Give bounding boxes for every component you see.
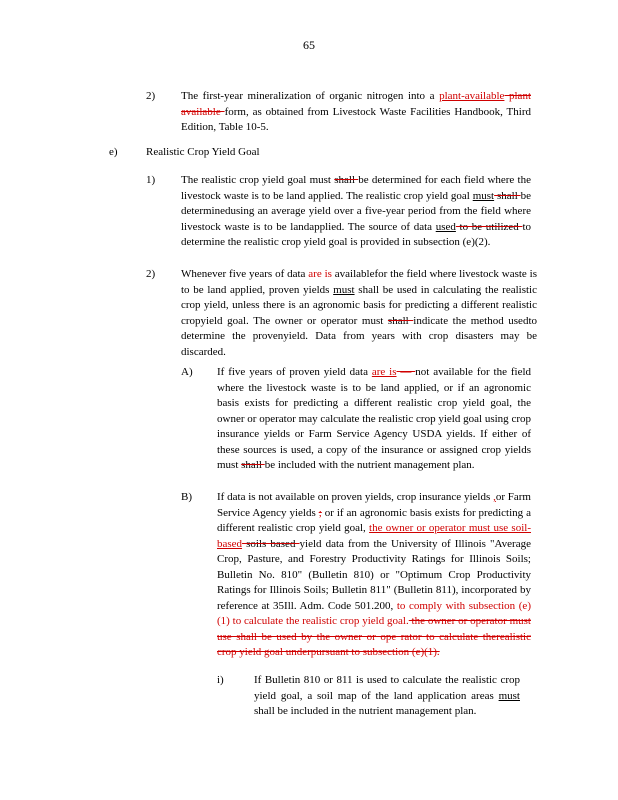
underlined-text: must xyxy=(498,689,520,702)
deleted-text: soils based xyxy=(242,537,300,550)
text-run: The realistic crop yield goal must xyxy=(181,174,335,186)
text-run: If data is not available on proven yields, crop insurance yields xyxy=(217,491,494,503)
deleted-text: — xyxy=(396,366,416,378)
text-run: yield data from the University of Illinois "Average Crop, Pasture, and Forestry Productivity Ratings for Illinois Soils; Bulletin No. 810" (Bulletin 810) or "Optimum Crop Productivity Ratings for Illinois Soils; Bulletin 811" (Bulletin 811), incorporated by reference at 35Ill. Adm. Code 501.200, xyxy=(217,537,531,612)
inserted-text: are is xyxy=(308,268,332,280)
paragraph-insurance-yields xyxy=(196,365,531,474)
text-run: or if an agronomic basis exists for predicting a different realistic crop yield goal, xyxy=(217,506,531,534)
paragraph-mineralization xyxy=(181,89,531,136)
deleted-text: shall xyxy=(334,174,359,186)
deleted-text: the owner or operator must use shall be used by the owner or ope rator to calculate therealistic crop yield goal underpursuant to subsection (e)(1). xyxy=(217,615,531,658)
paragraph-soil-based-yields xyxy=(217,490,531,661)
inserted-text: are is xyxy=(371,366,397,378)
indented-block xyxy=(230,673,520,720)
text-run: If Bulletin 810 or 811 is used to calculate the realistic crop yield goal, a soil map of the land application areas xyxy=(254,674,520,702)
text-run: not available for the field where the livestock waste is to be land applied, or if an agronomic basis exists for predicting a different realistic crop yield goal, the owner or operator may calculate the realistic crop yield goal using crop insurance yields or Farm Service Agency USDA yields. If either of these sources is used, a copy of the insurance or assigned crop yields must xyxy=(217,366,532,471)
subitem-label: A) xyxy=(181,366,193,378)
deleted-text: shall xyxy=(241,459,265,471)
inserted-text: plant-available xyxy=(439,90,505,102)
deleted-text: ; xyxy=(318,506,322,519)
paragraph-yield-goal xyxy=(181,173,531,251)
section-title: Realistic Crop Yield Goal xyxy=(146,146,260,158)
indented-block xyxy=(196,365,531,474)
item-number: 2) xyxy=(146,90,156,102)
text-run: or Farm Service Agency yields xyxy=(217,491,531,519)
inserted-text: to comply with subsection (e)(1) to calculate the realistic crop yield goal. xyxy=(217,599,531,627)
deleted-text: shall xyxy=(387,314,414,327)
text-run: indicate the method usedto determine the provenyield. Data from years with crop disasters may be discarded. xyxy=(181,314,538,358)
item-number: 2) xyxy=(146,268,156,280)
inserted-text: , xyxy=(493,491,496,503)
inserted-text: the owner or operator must use soil-based xyxy=(217,522,531,550)
subitem-label: B) xyxy=(181,491,192,503)
underlined-text: must xyxy=(472,189,495,202)
text-run: be included with the nutrient management plan. xyxy=(264,459,475,471)
deleted-text: to be utilized xyxy=(455,220,523,233)
section-number: e) xyxy=(109,146,118,158)
paragraph-soil-map xyxy=(230,673,520,720)
text-run: Whenever five years of data xyxy=(181,268,309,280)
page-number: 65 xyxy=(303,38,315,52)
text-run: The first-year mineralization of organic nitrogen into a xyxy=(181,90,440,102)
text-run: shall be included in the nutrient management plan. xyxy=(254,705,477,717)
text-run: be determined for each field where the livestock waste is to be land applied. The realistic crop yield goal xyxy=(181,174,531,202)
subitem-label: i) xyxy=(217,674,224,686)
underlined-text: used xyxy=(435,220,456,233)
text-run: shall be used in calculating the realistic crop yield, unless there is an agronomic basis for predicting a different realistic cropyield goal. The owner or operator must xyxy=(181,283,537,327)
text-run: If five years of proven yield data xyxy=(217,366,372,378)
text-run: be determinedusing an average yield over a five-year period from the field where livestock waste is to be landapplied. The source of data xyxy=(181,189,532,233)
text-run: to determine the realistic crop yield goal is provided in subsection (e)(2). xyxy=(181,220,531,248)
deleted-text: plant available xyxy=(181,90,531,118)
deleted-text: shall xyxy=(494,189,521,202)
text-run: availablefor the field where livestock waste is to be land applied, proven yields xyxy=(181,268,537,296)
text-run: form, as obtained from Livestock Waste Facilities Handbook, Third Edition, Table 10-5. xyxy=(181,105,532,133)
paragraph-proven-yields xyxy=(181,267,537,360)
item-number: 1) xyxy=(146,174,156,186)
underlined-text: must xyxy=(333,283,355,296)
